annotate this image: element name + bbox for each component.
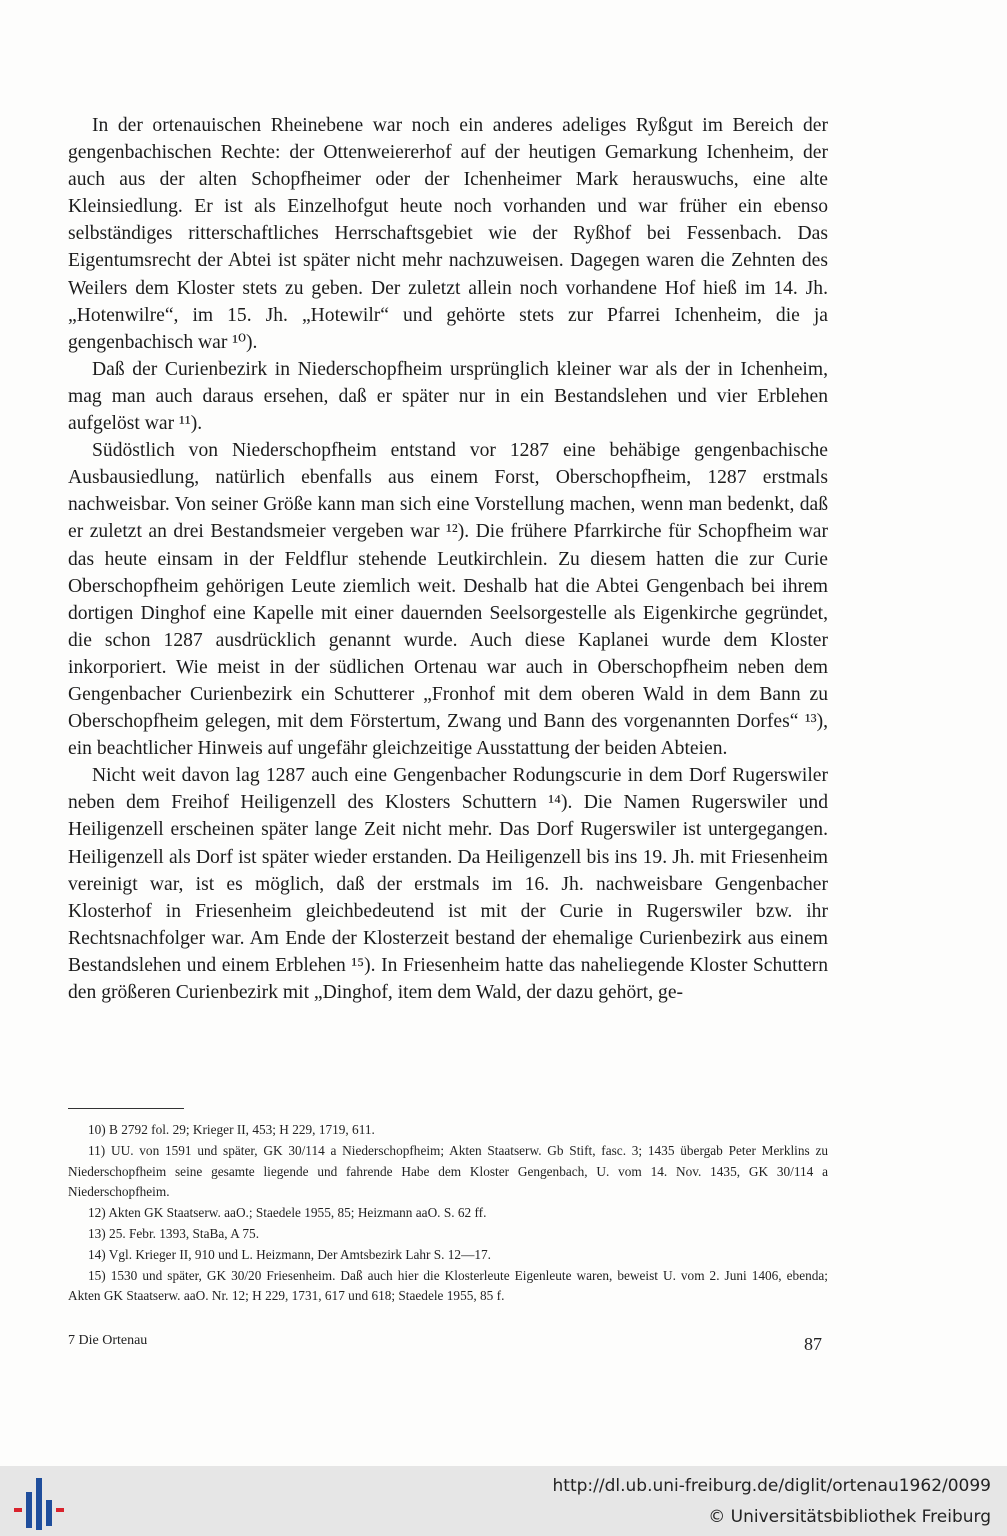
viewer-footer-bar (0, 1466, 1007, 1536)
copyright-notice: © Universitätsbibliothek Freiburg (708, 1507, 991, 1527)
footnote: 15) 1530 und später, GK 30/20 Friesenheim. Daß auch hier die Klosterleute Eigenleute waren, beweist U. vom 2. Juni 1406, ebenda; Akten GK Staatserw. aaO. Nr. 12; H 229, 1731, 617 und 618; Staedele 1955, 85 f. (68, 1267, 828, 1304)
footnote: 14) Vgl. Krieger II, 910 und L. Heizmann, Der Amtsbezirk Lahr S. 12—17. (88, 1246, 492, 1262)
paragraph: Südöstlich von Niederschopfheim entstand vor 1287 eine behäbige gengenbachische Ausbausiedlung, natürlich ebenfalls aus einem Forst, Oberschopfheim, 1287 erstmals nachweisbar. Von seiner Größe kann man sich eine Vorstellung machen, wenn man bedenkt, daß er zuletzt an drei Bestandsmeier vergeben war ¹²). Die frühere Pfarrkirche für Schopfheim war das heute einsam in der Feldflur stehende Leutkirchlein. Zu diesem hatten die zur Curie Oberschopfheim gehörigen Leute ziemlich weit. Deshalb hat die Abtei Gengenbach bei ihrem dortigen Dinghof eine Kapelle mit einer dauernden Seelsorgestelle als Eigenkirche gegründet, die schon 1287 ausdrücklich genannt wurde. Auch diese Kaplanei wurde dem Kloster inkorporiert. Wie meist in der südlichen Ortenau war auch in Oberschopfheim neben dem Gengenbacher Curienbezirk ein Schutterer „Fronhof mit dem oberen Wald in dem Bann zu Oberschopfheim gelegen, mit dem Förstertum, Zwang und Bann des vorgenannten Dorfes“ ¹³), ein beachtlicher Hinweis auf ungefähr gleichzeitige Ausstattung der beiden Abteien. (68, 440, 828, 760)
signature-mark: 7 Die Ortenau (68, 1333, 148, 1348)
permalink-url[interactable]: http://dl.ub.uni-freiburg.de/diglit/ortenau1962/0099 (552, 1476, 991, 1496)
footnotes (68, 1120, 828, 1307)
footnote: 11) UU. von 1591 und später, GK 30/114 a Niederschopfheim; Akten Staatserw. Gb Stift, fasc. 3; 1435 übergab Peter Merklins zu Niederschopfheim seine gesamte liegende und fahrende Habe dem Kloster Gengenbach, U. vom 14. Nov. 1435, GK 30/114 a Niederschopfheim. (68, 1142, 828, 1200)
footnote: 12) Akten GK Staatserw. aaO.; Staedele 1955, 85; Heizmann aaO. S. 62 ff. (88, 1205, 487, 1221)
main-text (68, 112, 828, 1006)
footnote-divider (68, 1108, 184, 1109)
paragraph: Daß der Curienbezirk in Niederschopfheim ursprünglich kleiner war als der in Ichenheim, mag man auch daraus ersehen, daß er später nur in ein Bestandslehen und vier Erblehen aufgelöst war ¹¹). (68, 358, 828, 435)
page-number: 87 (804, 1334, 822, 1354)
footnote: 13) 25. Febr. 1393, StaBa, A 75. (88, 1225, 260, 1241)
paragraph: In der ortenauischen Rheinebene war noch ein anderes adeliges Ryßgut im Bereich der gengenbachischen Rechte: der Ottenweiererhof auf der heutigen Gemarkung Ichenheim, der auch aus der alten Schopfheimer oder der Ichenheimer Mark herauswuchs, eine alte Kleinsiedlung. Er ist als Einzelhofgut heute noch vorhanden und war früher ein ebenso selbständiges ritterschaftliches Herrschaftsgebiet wie der Ryßhof bei Fessenbach. Das Eigentumsrecht der Abtei ist später nicht mehr nachzuweisen. Dagegen waren die Zehnten des Weilers dem Kloster stets zu geben. Der zuletzt allein noch vorhandene Hof hieß im 14. Jh. „Hotenwilre“, im 15. Jh. „Hotewilr“ und gehörte stets zur Pfarrei Ichenheim, die ja gengenbachisch war ¹⁰). (68, 115, 828, 353)
ub-freiburg-logo-icon[interactable] (14, 1474, 66, 1530)
paragraph: Nicht weit davon lag 1287 auch eine Gengenbacher Rodungscurie in dem Dorf Rugerswiler neben dem Freihof Heiligenzell des Klosters Schuttern ¹⁴). Die Namen Rugerswiler und Heiligenzell erscheinen später lange Zeit nicht mehr. Das Dorf Rugerswiler ist untergegangen. Heiligenzell als Dorf ist später wieder erstanden. Da Heiligenzell bis ins 19. Jh. mit Friesenheim vereinigt war, ist es möglich, daß der erstmals im 16. Jh. nachweisbare Gengenbacher Klosterhof in Friesenheim gleichbedeutend ist mit der Curie in Rugerswiler bzw. ihr Rechtsnachfolger war. Am Ende der Klosterzeit bestand der ehemalige Curienbezirk aus einem Bestandslehen und einem Erblehen ¹⁵). In Friesenheim hatte das naheliegende Kloster Schuttern den größeren Curienbezirk mit „Dinghof, item dem Wald, der dazu gehört, ge- (68, 765, 828, 1003)
footnote: 10) B 2792 fol. 29; Krieger II, 453; H 229, 1719, 611. (88, 1122, 375, 1137)
